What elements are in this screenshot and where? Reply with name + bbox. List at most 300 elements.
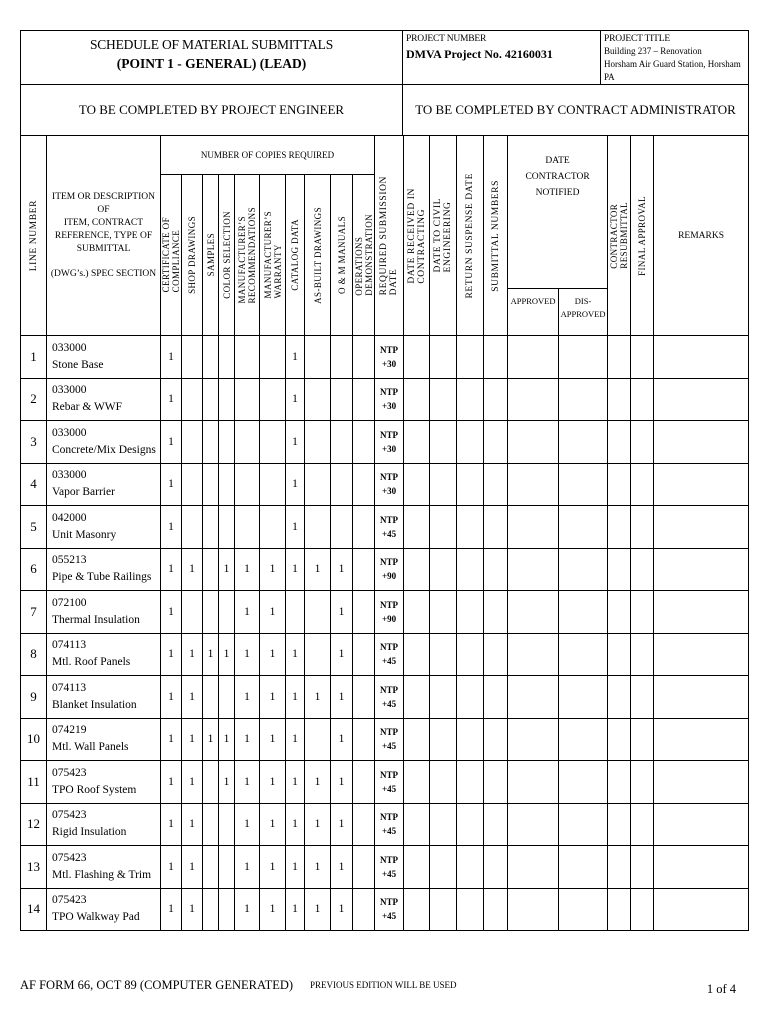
copies-cell: 1 [260, 803, 286, 846]
copies-cell [353, 378, 375, 421]
copies-cell [353, 421, 375, 464]
ntp-days: +45 [381, 783, 397, 794]
disapproved-cell [559, 633, 608, 676]
resubmittal-text: CONTRACTOR RESUBMITTAL [609, 202, 630, 269]
date-received-cell [404, 676, 430, 719]
copies-cell: 1 [235, 548, 260, 591]
item-name: Mtl. Flashing & Trim [52, 868, 152, 881]
copies-cell: 1 [286, 548, 305, 591]
date-to-civil-cell [430, 846, 457, 889]
copies-cell: 1 [235, 888, 260, 931]
copies-cell [353, 548, 375, 591]
ops-demo-header [353, 175, 375, 336]
date-received-cell [404, 548, 430, 591]
disapproved-cell [559, 463, 608, 506]
disapproved-l2: APPROVED [560, 309, 606, 319]
line-number: 2 [21, 378, 47, 421]
date-to-civil-cell [430, 761, 457, 804]
copies-cell: 1 [182, 888, 203, 931]
copies-cell [203, 676, 219, 719]
spec-section: 074113 [52, 681, 87, 694]
ntp-days: +45 [381, 528, 397, 539]
copies-cell [203, 548, 219, 591]
copies-cell [260, 421, 286, 464]
final-approval-cell [631, 421, 654, 464]
line-number: 7 [21, 591, 47, 634]
desc-header-l4: SUBMITTAL [76, 243, 131, 254]
copies-cell: 1 [182, 676, 203, 719]
project-title-line-1: Building 237 – Renovation [604, 46, 702, 56]
table-row [21, 761, 749, 804]
copies-cell [305, 336, 331, 379]
copies-cell: 1 [260, 761, 286, 804]
item-description [47, 761, 161, 804]
return-suspense-cell [457, 548, 484, 591]
copies-cell [353, 336, 375, 379]
copies-cell: 1 [161, 676, 182, 719]
copies-cell [353, 803, 375, 846]
final-approval-cell [631, 888, 654, 931]
spec-section: 074219 [52, 724, 87, 737]
ntp-label: NTP [380, 429, 399, 440]
date-to-civil-cell [430, 463, 457, 506]
required-submission-date [375, 378, 404, 421]
copies-cell: 1 [161, 633, 182, 676]
return-suspense-cell [457, 676, 484, 719]
remarks-cell [654, 888, 749, 931]
coc-header [161, 175, 182, 336]
item-description [47, 846, 161, 889]
copies-cell [203, 463, 219, 506]
ntp-label: NTP [380, 812, 399, 823]
ntp-days: +30 [381, 358, 397, 369]
coc-text: CERTIFICATE OF COMPLIANCE [161, 217, 181, 293]
copies-cell: 1 [305, 761, 331, 804]
item-description [47, 506, 161, 549]
item-description [47, 463, 161, 506]
approved-cell [508, 378, 559, 421]
color-selection-header [219, 175, 235, 336]
return-suspense-cell [457, 378, 484, 421]
copies-cell [305, 421, 331, 464]
return-suspense-cell [457, 718, 484, 761]
disapproved-cell [559, 548, 608, 591]
resubmittal-cell [608, 718, 631, 761]
date-received-cell [404, 421, 430, 464]
catalog-data-header [286, 175, 305, 336]
mfr-recommendations-text: MANUFACTURER’S RECOMMENDATIONS [237, 206, 257, 304]
copies-cell [353, 676, 375, 719]
page-indicator: 1 of 4 [706, 982, 736, 996]
date-received-cell [404, 633, 430, 676]
copies-cell [219, 803, 235, 846]
resubmittal-cell [608, 548, 631, 591]
copies-cell: 1 [286, 888, 305, 931]
date-received-cell [404, 846, 430, 889]
copies-cell: 1 [219, 548, 235, 591]
copies-cell [182, 591, 203, 634]
date-notified-l3: NOTIFIED [535, 188, 580, 198]
return-suspense-text: RETURN SUSPENSE DATE [465, 172, 476, 299]
date-received-cell [404, 591, 430, 634]
resubmittal-cell [608, 591, 631, 634]
copies-cell: 1 [161, 548, 182, 591]
item-description [47, 633, 161, 676]
date-to-civil-text: DATE TO CIVIL ENGINEERING [433, 198, 454, 273]
copies-cell [331, 463, 353, 506]
disapproved-cell [559, 803, 608, 846]
date-to-civil-cell [430, 378, 457, 421]
as-built-header [305, 175, 331, 336]
submittal-number-cell [484, 676, 508, 719]
copies-cell: 1 [286, 846, 305, 889]
copies-cell [182, 506, 203, 549]
copies-cell: 1 [161, 761, 182, 804]
copies-cell: 1 [260, 591, 286, 634]
item-name: Blanket Insulation [52, 698, 137, 711]
disapproved-cell [559, 888, 608, 931]
copies-cell [260, 506, 286, 549]
ntp-days: +30 [381, 401, 397, 412]
approved-cell [508, 846, 559, 889]
copies-cell [353, 633, 375, 676]
table-row [21, 633, 749, 676]
copies-cell: 1 [331, 718, 353, 761]
table-row [21, 718, 749, 761]
copies-cell [219, 506, 235, 549]
copies-cell [203, 591, 219, 634]
return-suspense-cell [457, 761, 484, 804]
copies-cell: 1 [161, 463, 182, 506]
submittal-number-cell [484, 761, 508, 804]
final-approval-cell [631, 718, 654, 761]
copies-cell: 1 [286, 421, 305, 464]
submittal-number-cell [484, 888, 508, 931]
item-name: Rebar & WWF [52, 401, 123, 414]
return-suspense-cell [457, 463, 484, 506]
disapproved-header [559, 289, 608, 336]
copies-cell: 1 [260, 888, 286, 931]
submittal-number-cell [484, 506, 508, 549]
disapproved-cell [559, 718, 608, 761]
approved-cell [508, 421, 559, 464]
copies-cell [305, 591, 331, 634]
project-title-cell [601, 31, 749, 85]
date-to-civil-cell [430, 421, 457, 464]
copies-cell: 1 [182, 803, 203, 846]
resubmittal-cell [608, 676, 631, 719]
remarks-cell [654, 676, 749, 719]
copies-cell: 1 [331, 803, 353, 846]
desc-header-l3: REFERENCE, TYPE OF [54, 230, 153, 241]
required-submission-text: REQUIRED SUBMISSION DATE [379, 175, 400, 296]
date-notified-l2: CONTRACTOR [525, 172, 590, 182]
table-row [21, 888, 749, 931]
contract-admin-section-label: TO BE COMPLETED BY CONTRACT ADMINISTRATOR [403, 85, 749, 136]
item-name: Mtl. Wall Panels [52, 741, 129, 754]
required-submission-date [375, 888, 404, 931]
table-row [21, 548, 749, 591]
date-received-text: DATE RECEIVED IN CONTRACTING [406, 187, 427, 284]
disapproved-cell [559, 676, 608, 719]
copies-cell: 1 [182, 846, 203, 889]
submittal-number-cell [484, 378, 508, 421]
item-name: Unit Masonry [52, 528, 117, 541]
ntp-label: NTP [380, 727, 399, 738]
approved-cell [508, 803, 559, 846]
copies-cell: 1 [235, 761, 260, 804]
date-received-cell [404, 506, 430, 549]
line-number: 12 [21, 803, 47, 846]
copies-cell [305, 633, 331, 676]
copies-cell: 1 [182, 633, 203, 676]
date-received-cell [404, 718, 430, 761]
copies-cell: 1 [260, 718, 286, 761]
line-number: 11 [21, 761, 47, 804]
item-name: Rigid Insulation [52, 826, 127, 839]
copies-cell [219, 463, 235, 506]
copies-cell: 1 [286, 378, 305, 421]
copies-cell [203, 888, 219, 931]
copies-cell: 1 [161, 888, 182, 931]
as-built-text: AS-BUILT DRAWINGS [312, 206, 323, 304]
copies-cell: 1 [305, 888, 331, 931]
ntp-days: +45 [381, 826, 397, 837]
table-row [21, 591, 749, 634]
project-title-label: PROJECT TITLE [604, 34, 670, 44]
ntp-label: NTP [380, 472, 399, 483]
spec-section: 074113 [52, 639, 87, 652]
item-description [47, 548, 161, 591]
copies-cell [260, 378, 286, 421]
copies-cell [305, 463, 331, 506]
item-name: Stone Base [52, 358, 104, 371]
copies-cell: 1 [260, 548, 286, 591]
approved-cell [508, 548, 559, 591]
date-to-civil-cell [430, 506, 457, 549]
copies-cell [219, 591, 235, 634]
submittal-table [20, 136, 749, 931]
spec-section: 075423 [52, 809, 87, 822]
date-received-cell [404, 888, 430, 931]
return-suspense-cell [457, 506, 484, 549]
form-number: AF FORM 66, OCT 89 (COMPUTER GENERATED) [20, 978, 294, 992]
submittal-number-cell [484, 633, 508, 676]
ntp-label: NTP [380, 514, 399, 525]
line-number: 6 [21, 548, 47, 591]
copies-required-header: NUMBER OF COPIES REQUIRED [161, 136, 375, 175]
copies-cell [353, 591, 375, 634]
desc-header-l5: (DWG’s.) SPEC SECTION [50, 268, 157, 279]
ntp-days: +30 [381, 486, 397, 497]
mfr-warranty-header [260, 175, 286, 336]
item-description [47, 676, 161, 719]
copies-cell: 1 [286, 506, 305, 549]
mfr-warranty-text: MANUFACTURER’S WARRANTY [262, 211, 283, 299]
copies-cell [182, 336, 203, 379]
required-submission-date [375, 548, 404, 591]
line-number: 10 [21, 718, 47, 761]
copies-cell: 1 [331, 676, 353, 719]
copies-cell: 1 [182, 761, 203, 804]
table-row [21, 676, 749, 719]
item-name: Vapor Barrier [52, 486, 115, 499]
spec-section: 033000 [52, 469, 87, 482]
resubmittal-cell [608, 633, 631, 676]
submittal-form [20, 30, 748, 931]
catalog-data-text: CATALOG DATA [290, 219, 300, 291]
line-number-header [21, 136, 47, 336]
copies-cell: 1 [286, 803, 305, 846]
copies-cell [203, 421, 219, 464]
spec-section: 055213 [52, 554, 87, 567]
spec-section: 075423 [52, 851, 87, 864]
remarks-cell [654, 761, 749, 804]
ntp-label: NTP [380, 642, 399, 653]
edition-note: PREVIOUS EDITION WILL BE USED [310, 980, 457, 990]
desc-header-l2: ITEM, CONTRACT [63, 217, 144, 228]
approved-cell [508, 888, 559, 931]
approved-cell [508, 336, 559, 379]
ntp-days: +45 [381, 868, 397, 879]
description-header [47, 136, 161, 336]
date-received-cell [404, 378, 430, 421]
table-row [21, 336, 749, 379]
om-manuals-header [331, 175, 353, 336]
spec-section: 033000 [52, 341, 87, 354]
date-received-header [404, 136, 430, 336]
copies-cell: 1 [286, 718, 305, 761]
remarks-cell [654, 633, 749, 676]
date-to-civil-cell [430, 548, 457, 591]
disapproved-cell [559, 506, 608, 549]
copies-cell: 1 [219, 761, 235, 804]
copies-cell: 1 [235, 591, 260, 634]
project-number: DMVA Project No. 42160031 [406, 47, 553, 61]
item-name: Concrete/Mix Designs [52, 443, 156, 456]
samples-text: SAMPLES [205, 233, 216, 277]
date-to-civil-cell [430, 803, 457, 846]
date-notified-header [508, 136, 608, 289]
mfr-recommendations-header [235, 175, 260, 336]
resubmittal-cell [608, 888, 631, 931]
ntp-label: NTP [380, 344, 399, 355]
disapproved-l1: DIS- [574, 296, 592, 306]
disapproved-cell [559, 421, 608, 464]
copies-cell: 1 [235, 846, 260, 889]
final-approval-cell [631, 336, 654, 379]
date-to-civil-cell [430, 676, 457, 719]
resubmittal-cell [608, 761, 631, 804]
copies-cell: 1 [161, 846, 182, 889]
date-received-cell [404, 336, 430, 379]
copies-cell [203, 846, 219, 889]
copies-cell: 1 [286, 336, 305, 379]
submittal-numbers-header [484, 136, 508, 336]
date-to-civil-cell [430, 591, 457, 634]
desc-header-l1: ITEM OR DESCRIPTION OF [52, 191, 155, 215]
ntp-label: NTP [380, 387, 399, 398]
form-header [20, 30, 749, 85]
copies-cell [353, 718, 375, 761]
final-approval-cell [631, 506, 654, 549]
ntp-days: +45 [381, 698, 397, 709]
copies-cell: 1 [219, 718, 235, 761]
copies-cell: 1 [182, 718, 203, 761]
copies-cell [353, 888, 375, 931]
remarks-cell [654, 463, 749, 506]
table-row [21, 846, 749, 889]
form-title [21, 31, 403, 85]
project-number-cell [403, 31, 601, 85]
date-to-civil-header [430, 136, 457, 336]
final-approval-cell [631, 761, 654, 804]
date-received-cell [404, 761, 430, 804]
final-approval-header [631, 136, 654, 336]
copies-cell [331, 421, 353, 464]
final-approval-cell [631, 378, 654, 421]
date-received-cell [404, 463, 430, 506]
item-description [47, 378, 161, 421]
line-number: 8 [21, 633, 47, 676]
remarks-cell [654, 421, 749, 464]
copies-cell [235, 336, 260, 379]
ntp-days: +45 [381, 911, 397, 922]
disapproved-cell [559, 846, 608, 889]
copies-cell [219, 421, 235, 464]
remarks-text: REMARKS [678, 230, 725, 241]
approved-cell [508, 633, 559, 676]
date-to-civil-cell [430, 718, 457, 761]
copies-cell: 1 [331, 591, 353, 634]
copies-cell [203, 761, 219, 804]
copies-cell [219, 378, 235, 421]
remarks-cell [654, 591, 749, 634]
spec-section: 075423 [52, 766, 87, 779]
copies-cell: 1 [260, 676, 286, 719]
copies-cell: 1 [182, 548, 203, 591]
line-number: 14 [21, 888, 47, 931]
required-submission-date [375, 718, 404, 761]
copies-cell [353, 761, 375, 804]
return-suspense-cell [457, 336, 484, 379]
copies-cell [235, 506, 260, 549]
required-submission-date [375, 761, 404, 804]
remarks-cell [654, 548, 749, 591]
copies-cell: 1 [235, 803, 260, 846]
required-submission-date [375, 506, 404, 549]
line-number: 13 [21, 846, 47, 889]
ntp-label: NTP [380, 854, 399, 865]
project-title-line-2: Horsham Air Guard Station, Horsham PA [604, 59, 741, 82]
ntp-label: NTP [380, 684, 399, 695]
required-submission-date [375, 463, 404, 506]
return-suspense-cell [457, 888, 484, 931]
required-submission-header [375, 136, 404, 336]
ntp-days: +30 [381, 443, 397, 454]
copies-cell: 1 [331, 888, 353, 931]
copies-cell: 1 [305, 676, 331, 719]
line-number: 9 [21, 676, 47, 719]
copies-cell [203, 378, 219, 421]
table-row [21, 378, 749, 421]
disapproved-cell [559, 378, 608, 421]
line-number: 1 [21, 336, 47, 379]
copies-cell: 1 [331, 633, 353, 676]
item-description [47, 421, 161, 464]
copies-cell: 1 [260, 846, 286, 889]
copies-cell [235, 378, 260, 421]
